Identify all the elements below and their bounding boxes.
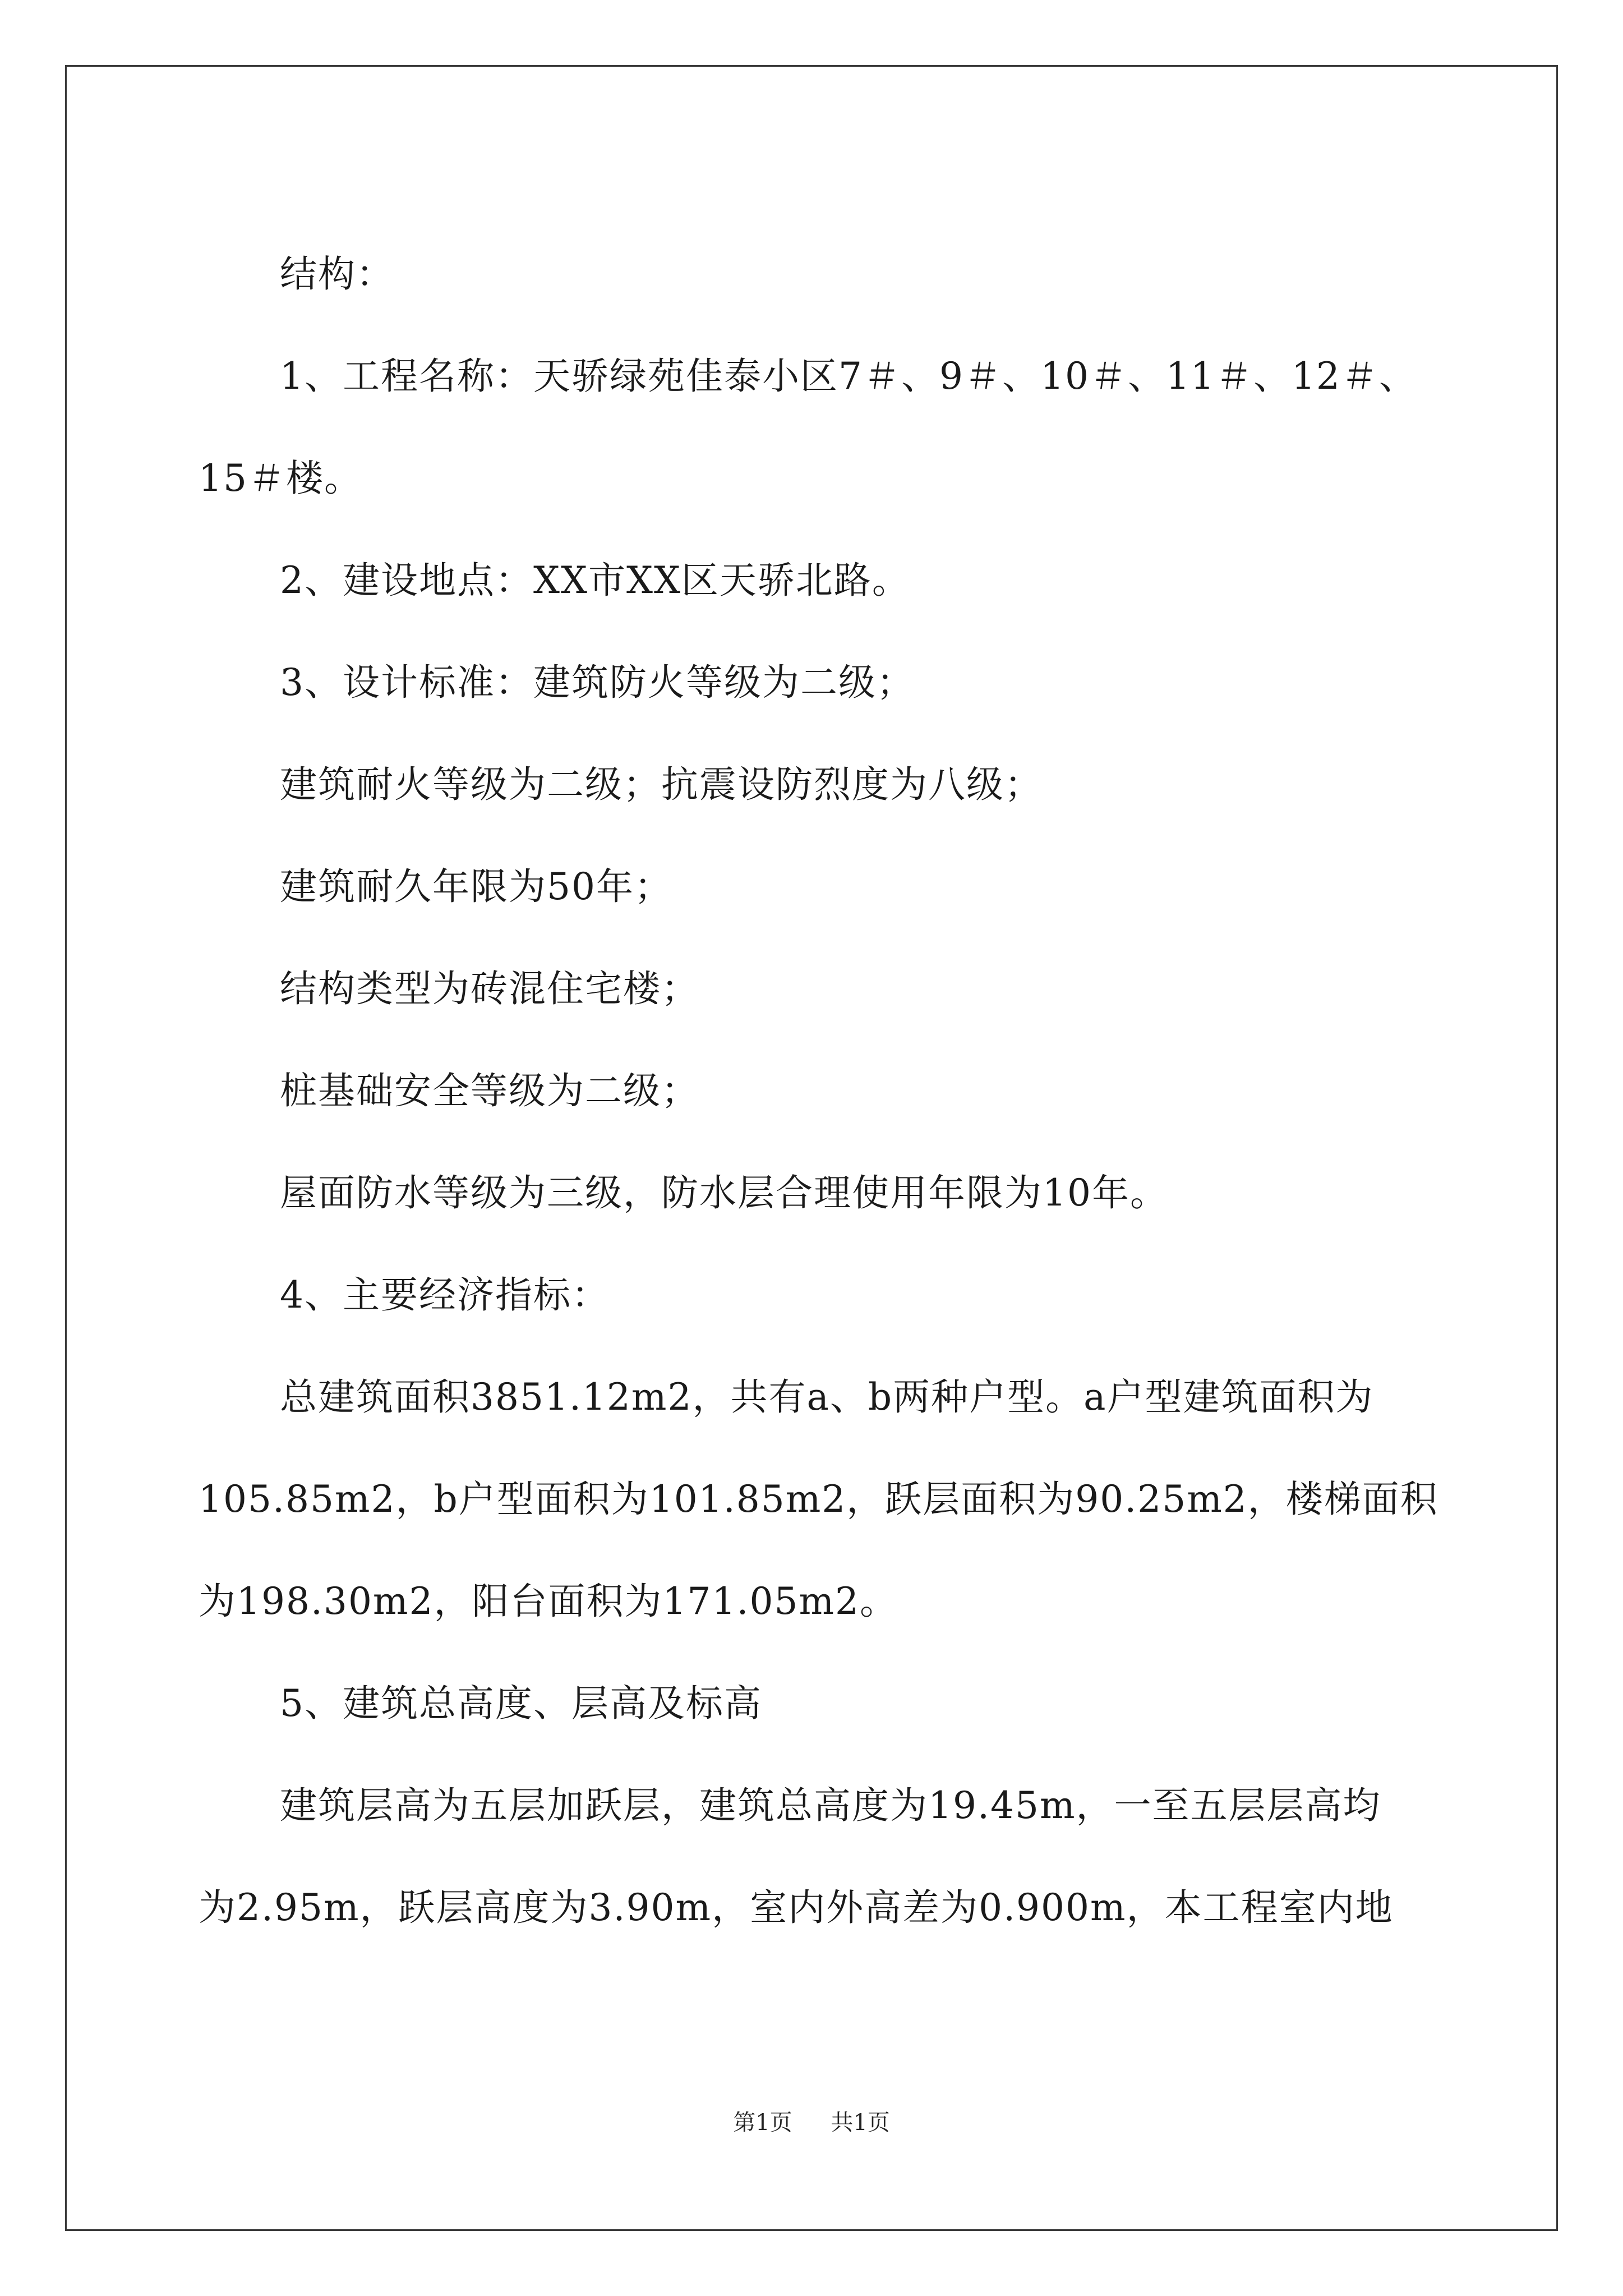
page-total: 共1页 <box>831 2110 890 2136</box>
paragraph-line: 2、建设地点：XX市XX区天骄北路。 <box>280 559 910 602</box>
paragraph-line: 总建筑面积3851.12m2，共有a、b两种户型。a户型建筑面积为 <box>280 1375 1374 1419</box>
paragraph-line: 屋面防水等级为三级，防水层合理使用年限为10年。 <box>280 1171 1168 1214</box>
paragraph-line: 建筑耐火等级为二级；抗震设防烈度为八级； <box>280 763 1043 806</box>
paragraph-line: 4、主要经济指标： <box>280 1273 610 1317</box>
paragraph-line: 3、设计标准：建筑防火等级为二级； <box>280 661 915 704</box>
paragraph-line: 结构： <box>280 252 394 296</box>
paragraph-line: 建筑层高为五层加跃层，建筑总高度为19.45m，一至五层层高均 <box>280 1784 1381 1827</box>
paragraph-line: 为2.95m，跃层高度为3.90m，室内外高差为0.900m，本工程室内地 <box>199 1886 1394 1929</box>
document-body <box>199 223 1438 1959</box>
page-number: 第1页 <box>733 2110 792 2136</box>
paragraph-line: 建筑耐久年限为50年； <box>280 865 672 908</box>
paragraph-line: 105.85m2，b户型面积为101.85m2，跃层面积为90.25m2，楼梯面积 <box>199 1478 1438 1521</box>
paragraph-line: 15＃楼。 <box>199 457 362 500</box>
paragraph-line: 结构类型为砖混住宅楼； <box>280 967 699 1010</box>
paragraph-line: 桩基础安全等级为二级； <box>280 1069 699 1112</box>
paragraph-line: 为198.30m2，阳台面积为171.05m2。 <box>199 1580 898 1623</box>
paragraph-line: 5、建筑总高度、层高及标高 <box>280 1682 762 1725</box>
paragraph-line: 1、工程名称：天骄绿苑佳泰小区7＃、9＃、10＃、11＃、12＃、 <box>280 355 1417 398</box>
page-footer <box>0 2105 1623 2137</box>
